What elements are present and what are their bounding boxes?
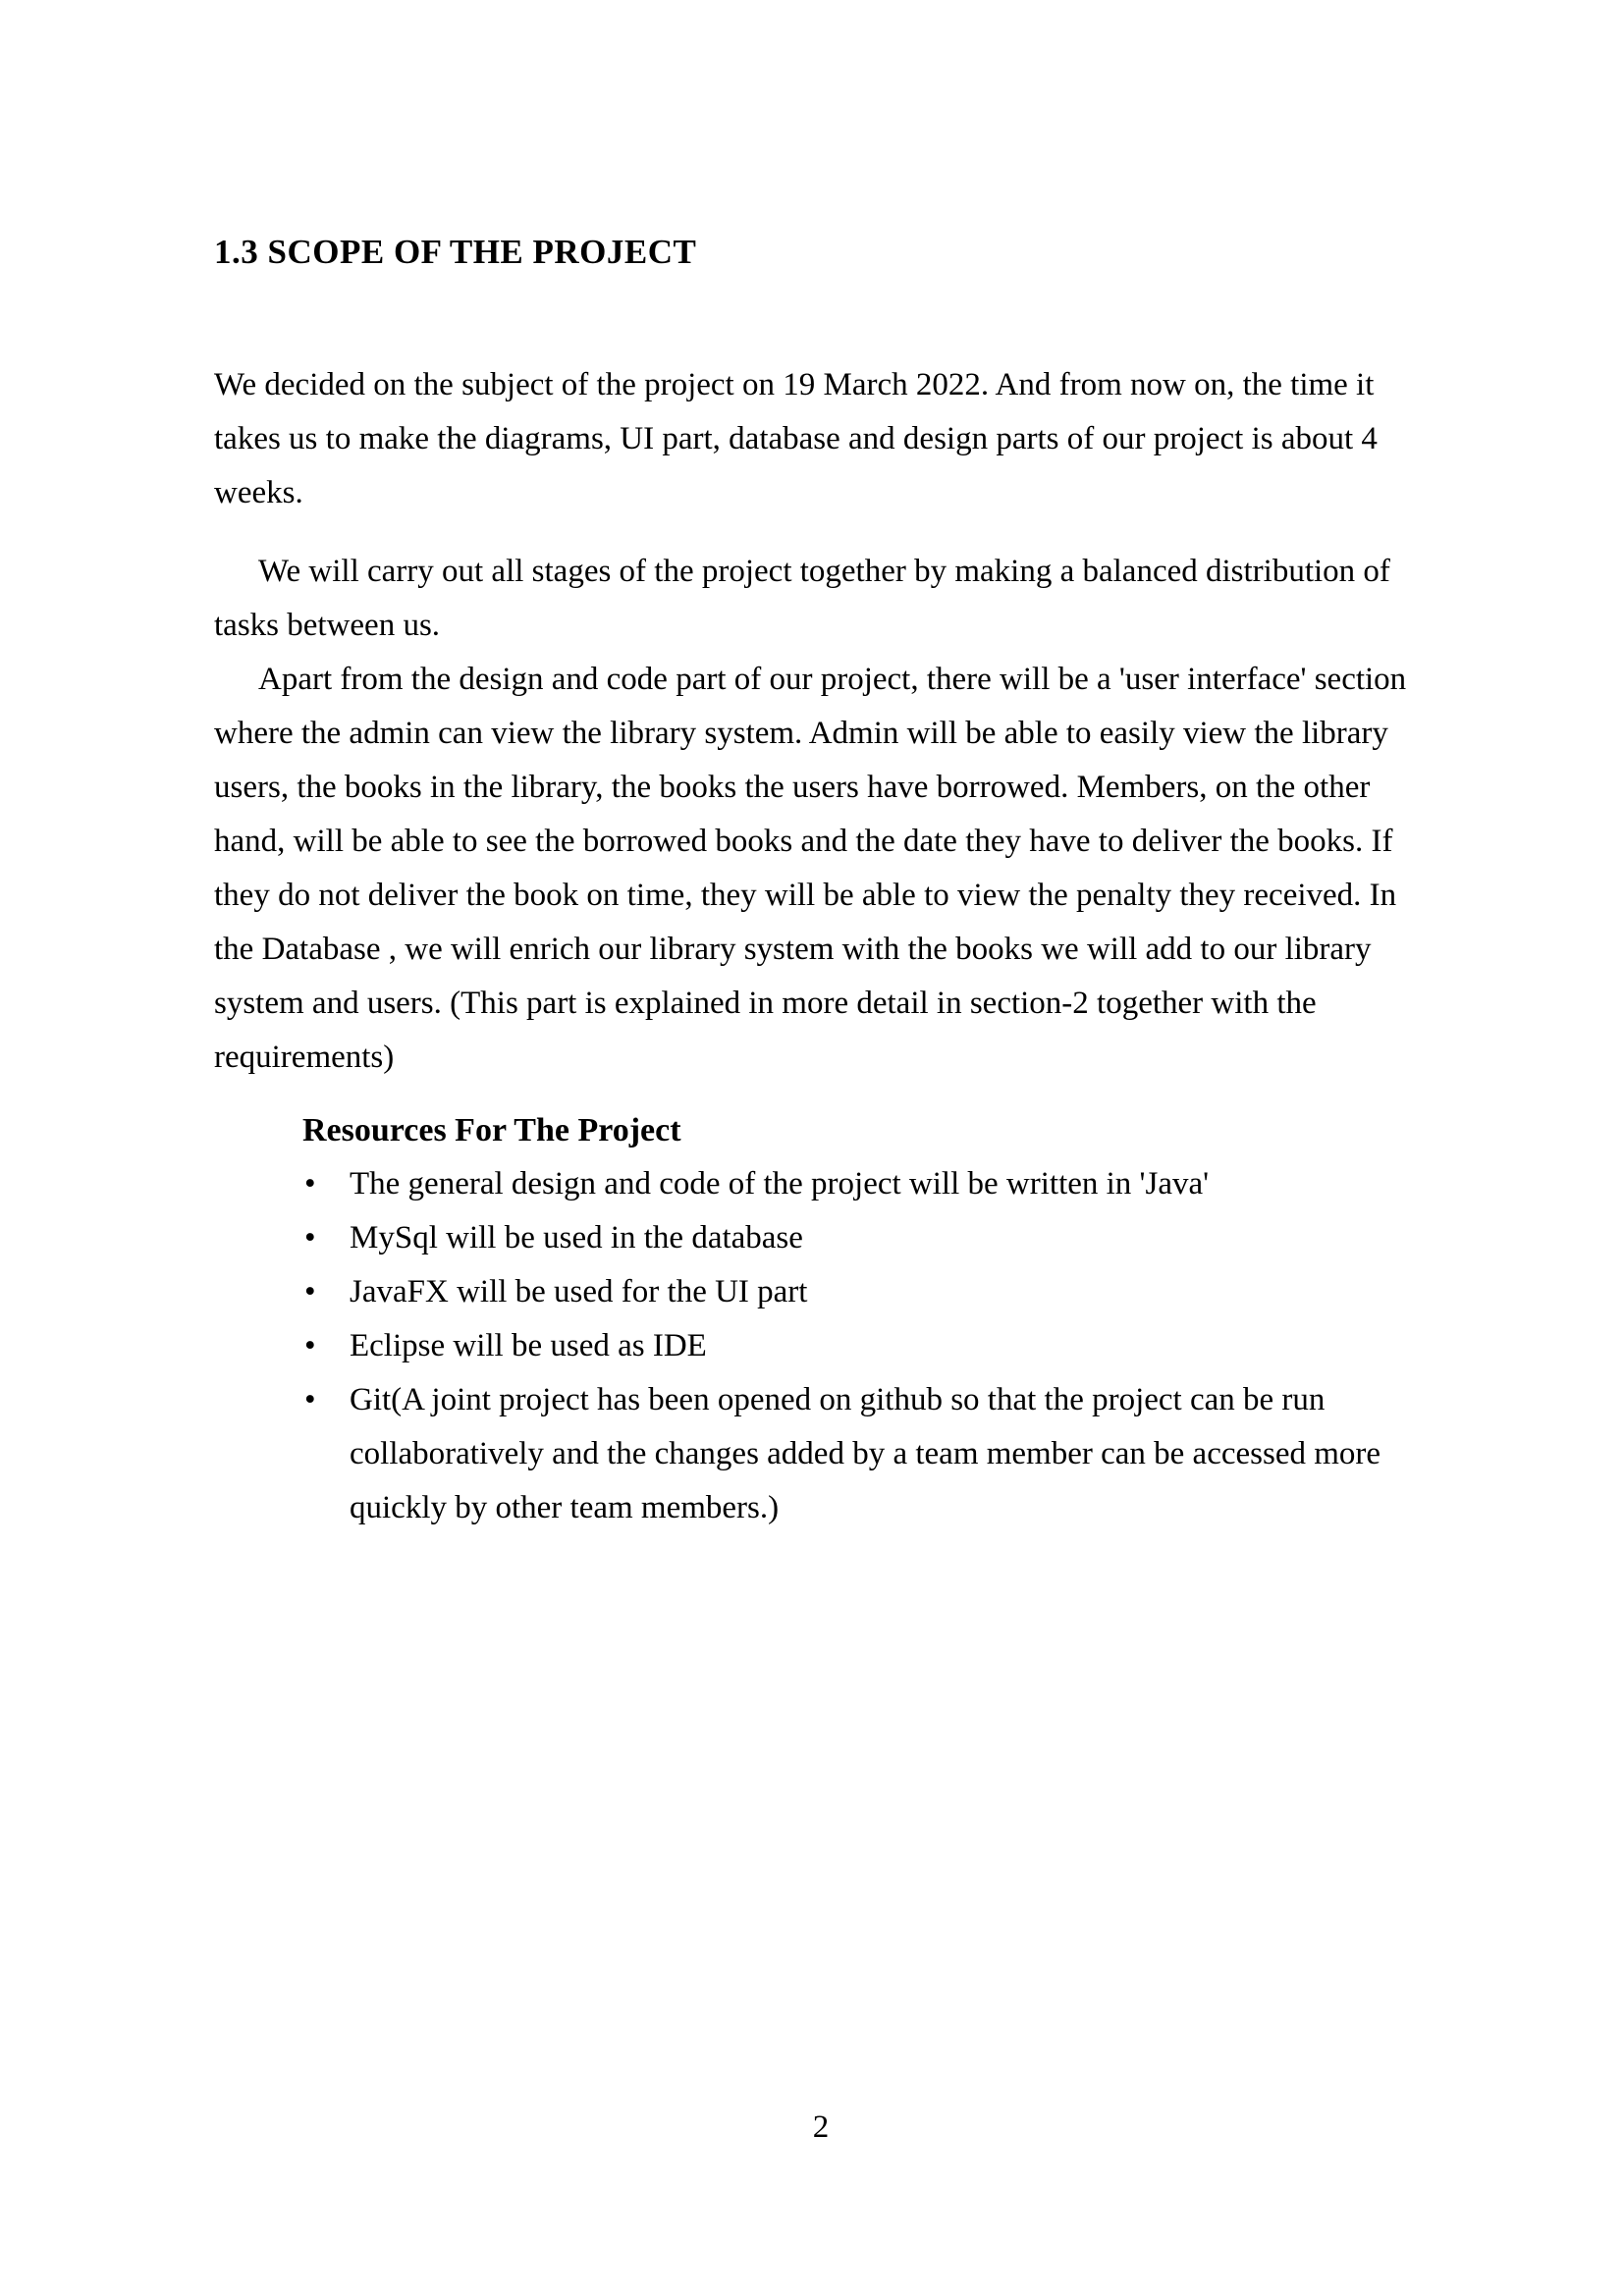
bullet-item: [214, 1157, 1490, 1211]
text-line: system and users. (This part is explained in more detail in section-2 together with the: [214, 986, 1317, 1021]
text-line: tasks between us.: [214, 608, 441, 643]
text-line: hand, will be able to see the borrowed books and the date they have to deliver the books. If: [214, 824, 1393, 859]
bullet-marker: •: [304, 1166, 316, 1201]
bullet-item: [214, 1319, 1490, 1373]
text-line: weeks.: [214, 475, 303, 510]
bullet-list: [214, 1157, 1490, 1535]
text-line: Apart from the design and code part of our project, there will be a 'user interface' section: [258, 662, 1407, 697]
bullet-item: [214, 1481, 1490, 1535]
bullet-text: collaboratively and the changes added by a team member can be accessed more: [350, 1436, 1381, 1471]
paragraph-stages: [214, 545, 1481, 653]
bullet-text: MySql will be used in the database: [350, 1220, 803, 1255]
text-line: requirements): [214, 1040, 395, 1075]
bullet-text: The general design and code of the project will be written in 'Java': [350, 1166, 1210, 1201]
bullet-marker: •: [304, 1274, 316, 1309]
resources-heading: Resources For The Project: [302, 1112, 681, 1148]
section-heading: 1.3 SCOPE OF THE PROJECT: [214, 233, 697, 271]
bullet-item: [214, 1373, 1490, 1427]
paragraph-intro: [214, 358, 1481, 520]
text-line: where the admin can view the library system. Admin will be able to easily view the library: [214, 716, 1388, 751]
bullet-text: Eclipse will be used as IDE: [350, 1328, 707, 1363]
bullet-text: Git(A joint project has been opened on github so that the project can be run: [350, 1382, 1326, 1417]
text-line: users, the books in the library, the books the users have borrowed. Members, on the other: [214, 770, 1371, 805]
bullet-item: [214, 1265, 1490, 1319]
text-line: they do not deliver the book on time, they will be able to view the penalty they received. In: [214, 878, 1397, 913]
bullet-marker: •: [304, 1382, 316, 1417]
page-number: 2: [812, 2109, 830, 2145]
bullet-item: [214, 1211, 1490, 1265]
bullet-text: quickly by other team members.): [350, 1490, 780, 1525]
text-line: takes us to make the diagrams, UI part, database and design parts of our project is about 4: [214, 421, 1378, 456]
text-line: We decided on the subject of the project on 19 March 2022. And from now on, the time it: [214, 367, 1375, 402]
bullet-item: [214, 1427, 1490, 1481]
text-line: the Database , we will enrich our library system with the books we will add to our library: [214, 932, 1372, 967]
paragraph-user-interface: [214, 653, 1481, 1085]
bullet-marker: •: [304, 1220, 316, 1255]
text-line: We will carry out all stages of the project together by making a balanced distribution of: [258, 554, 1390, 589]
bullet-text: JavaFX will be used for the UI part: [350, 1274, 808, 1309]
bullet-marker: •: [304, 1328, 316, 1363]
